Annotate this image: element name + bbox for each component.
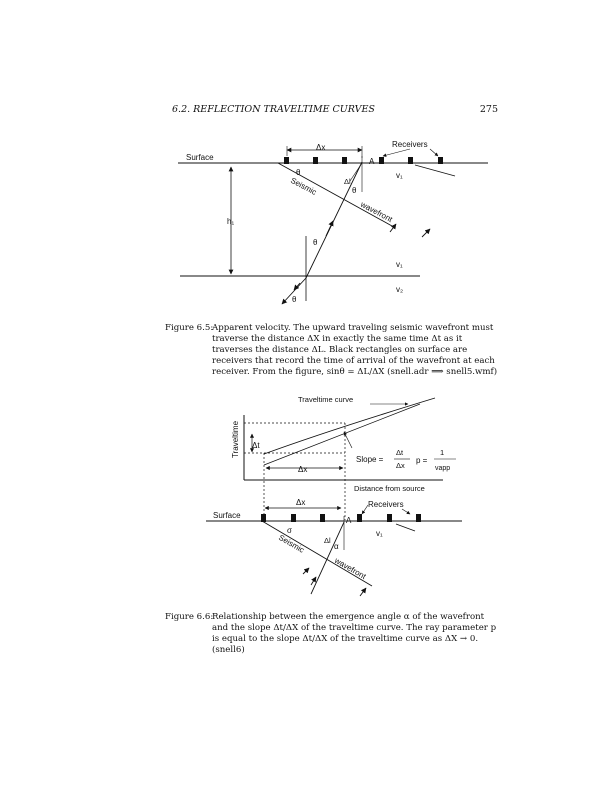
receiver (261, 514, 266, 522)
receiver (438, 157, 443, 164)
point-a: A (346, 516, 352, 525)
running-title: 6.2. REFLECTION TRAVELTIME CURVES (172, 104, 375, 115)
receiver (379, 157, 384, 164)
delta-l-label: Δl (324, 536, 331, 545)
traveltime-curve-label: Traveltime curve (298, 395, 354, 404)
slope-text: Slope = (356, 455, 384, 464)
ray-line (306, 162, 362, 278)
incident-ray-arrow (294, 283, 300, 290)
receiver (291, 514, 296, 522)
receiver (408, 157, 413, 164)
page-number: 275 (479, 104, 498, 115)
wavefront-line (415, 165, 455, 176)
point-a: A (369, 157, 375, 166)
figure-6-5-diagram (170, 134, 510, 314)
receiver (416, 514, 421, 522)
v2-label: v₂ (396, 285, 404, 294)
seismic-label: Seismic (277, 532, 306, 555)
surface-label: Surface (213, 511, 241, 520)
wavefront-label: wavefront (333, 555, 368, 582)
figure-6-5-caption (165, 323, 505, 383)
caption-text: Relationship between the emergence angle α of the wavefront and the slope Δt/ΔX of the traveltime curve. The ray parameter p is equal to the slope Δt/ΔX of the traveltime curve as ΔX → 0. (snell6) (212, 612, 497, 655)
caption-label: Figure 6.6: (165, 612, 214, 622)
v1-bottom-label: v₁ (396, 260, 403, 269)
receiver (284, 157, 289, 164)
receivers-label: Receivers (368, 500, 404, 509)
receiver (313, 157, 318, 164)
delta-x-label: Δx (298, 465, 308, 474)
ray-arrow (303, 568, 309, 574)
traveltime-curve (264, 398, 435, 454)
sigma-label: σ (287, 526, 292, 535)
surface-label: Surface (186, 153, 214, 162)
receiver (387, 514, 392, 522)
alpha-label: α (334, 542, 339, 551)
p-numerator: 1 (440, 448, 445, 457)
delta-x-label-2: Δx (296, 498, 306, 507)
v1-label: v₁ (376, 529, 383, 538)
receiver (357, 514, 362, 522)
y-axis-label: Traveltime (231, 420, 240, 458)
caption-text: Apparent velocity. The upward traveling seismic wavefront must traverse the distance ΔX in exactly the same time Δt as it traverses the distance ΔL. Black rectangles on surface are receivers that record the time of arrival of the wavefront at each receiver. From the figure, sinθ = ΔL/ΔX (snell.adr ⟹ snell5.wmf) (212, 323, 498, 377)
theta-bottom: θ (313, 238, 318, 247)
figure-6-6-diagram (198, 388, 488, 600)
wavefront-arrow (422, 229, 430, 237)
x-axis-label: Distance from source (354, 484, 425, 493)
wavefront-line (396, 524, 415, 531)
delta-x-label: Δx (316, 143, 326, 152)
receiver (320, 514, 325, 522)
delta-l-line (350, 163, 362, 181)
wavefront-arrow (360, 588, 366, 596)
receiver (342, 157, 347, 164)
thickness-label: h₁ (227, 217, 235, 226)
page-header (172, 104, 498, 118)
theta-mid: θ (352, 186, 357, 195)
slope-denominator: Δx (396, 461, 405, 470)
p-text: p = (416, 456, 428, 465)
v1-top-label: v₁ (396, 171, 403, 180)
delta-l-label: Δl (344, 177, 351, 186)
seismic-label: Seismic (289, 175, 319, 197)
receivers-label: Receivers (392, 140, 428, 149)
caption-label: Figure 6.5: (165, 323, 214, 333)
theta-top: θ (296, 168, 301, 177)
p-denominator: vapp (435, 465, 451, 472)
theta-incident: θ (292, 295, 297, 304)
ray-arrow (326, 221, 333, 236)
delta-t-label: Δt (252, 441, 260, 450)
wavefront-label: wavefront (359, 199, 394, 225)
slope-numerator: Δt (396, 448, 404, 457)
figure-6-6-caption (165, 612, 505, 655)
